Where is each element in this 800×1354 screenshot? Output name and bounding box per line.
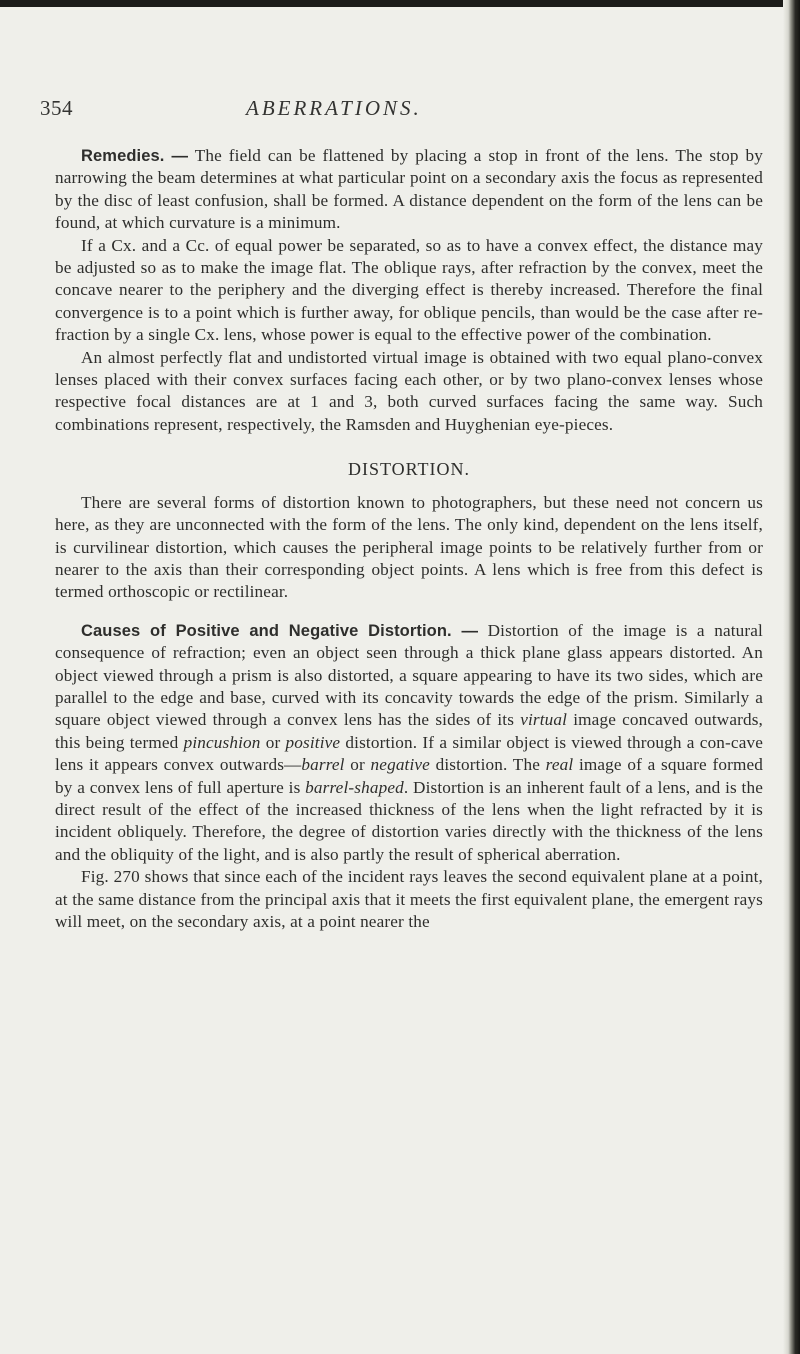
text-causes-1: Distortion of the image is a natural consequence of refraction; even an object seen through a thick plane glass appears distorted. An object viewed through a prism is also distorted, a square appearing to have its two sides, which are parallel to the edge and base, curved with its concavity towards the edge of the prism. Similarly a square object viewed through a convex lens has the sides of its	[55, 620, 763, 730]
text-causes-3: or	[260, 732, 286, 752]
term-barrel: barrel	[301, 755, 345, 775]
section-heading-distortion: DISTORTION.	[347, 459, 471, 480]
term-negative: negative	[370, 755, 430, 775]
paragraph-fig-270: Fig. 270 shows that since each of the incident rays leaves the second equivalent plane at a point, at the same distance from the principal axis that it meets the first equivalent plane, the emergent rays will meet, on the secondary axis, at a point nearer the	[55, 867, 763, 931]
text-causes-4: distortion. If a similar object is viewed through a con-cave lens it appears convex outwards—	[55, 732, 764, 775]
term-virtual: virtual	[520, 710, 568, 730]
term-pincushion: pincushion	[183, 732, 261, 752]
text-causes-2: image concaved outwards, this being termed	[55, 710, 763, 752]
page-right-edge	[788, 0, 800, 1354]
paragraph-causes	[55, 620, 763, 866]
text-remedies: The field can be flattened by placing a stop in front of the lens. The stop by narrowing the beam determines at what particular point on a secondary axis the focus as represented by the disc of least confusion, shall be formed. A distance dependent on the form of the lens can be found, at which curvature is a minimum.	[55, 146, 763, 233]
page-number: 354	[40, 96, 73, 120]
page-top-edge	[0, 0, 800, 7]
term-barrel-shaped: barrel-shaped	[305, 777, 404, 797]
paragraph-cx-cc: If a Cx. and a Cc. of equal power be separated, so as to have a convex effect, the distance may be adjusted so as to make the image flat. The oblique rays, after refraction by the convex, meet the concave nearer to the periphery and the diverging effect is thereby increased. Therefore the final convergence is to a point which is further away, for oblique pencils, than would be the case after re-fraction by a single Cx. lens, whose power is equal to the effective power of the combination.	[55, 235, 763, 345]
page-header	[40, 96, 780, 136]
term-real: real	[545, 755, 574, 775]
heading-remedies: Remedies. —	[81, 147, 189, 165]
text-causes-6: distortion. The	[429, 755, 546, 775]
text-causes-5: or	[344, 755, 371, 775]
spacer	[55, 604, 763, 620]
text-causes-7: image of a square formed by a convex lens of full aperture is	[55, 755, 763, 797]
paragraph-remedies	[55, 145, 763, 235]
heading-causes: Causes of Positive and Negative Distortion. —	[81, 621, 479, 640]
paragraph-distortion: There are several forms of distortion known to photographers, but these need not concern us here, as they are unconnected with the form of the lens. The only kind, dependent on the lens itself, is curvilinear distortion, which causes the peripheral image points to be relatively further from or nearer to the axis than their corresponding object points. A lens which is free from this defect is termed orthoscopic or rectilinear.	[55, 492, 763, 602]
page-body	[55, 145, 763, 933]
paragraph-flat-image: An almost perfectly flat and undistorted virtual image is obtained with two equal plano-convex lenses placed with their convex surfaces facing each other, or by two plano-convex lenses whose respective focal distances are at 1 and 3, both curved surfaces facing the same way. Such combinations represent, respectively, the Ramsden and Huyghenian eye-pieces.	[55, 347, 763, 434]
running-head: ABERRATIONS.	[246, 96, 422, 120]
text-causes-8: . Distortion is an inherent fault of a lens, and is the direct result of the effect of the increased thickness of the lens when the light refracted by it is incident obliquely. Therefore, the degree of distortion varies directly with the thickness of the lens and the obliquity of the light, and is also partly the result of spherical aberration.	[55, 777, 763, 864]
term-positive: positive	[285, 732, 341, 752]
